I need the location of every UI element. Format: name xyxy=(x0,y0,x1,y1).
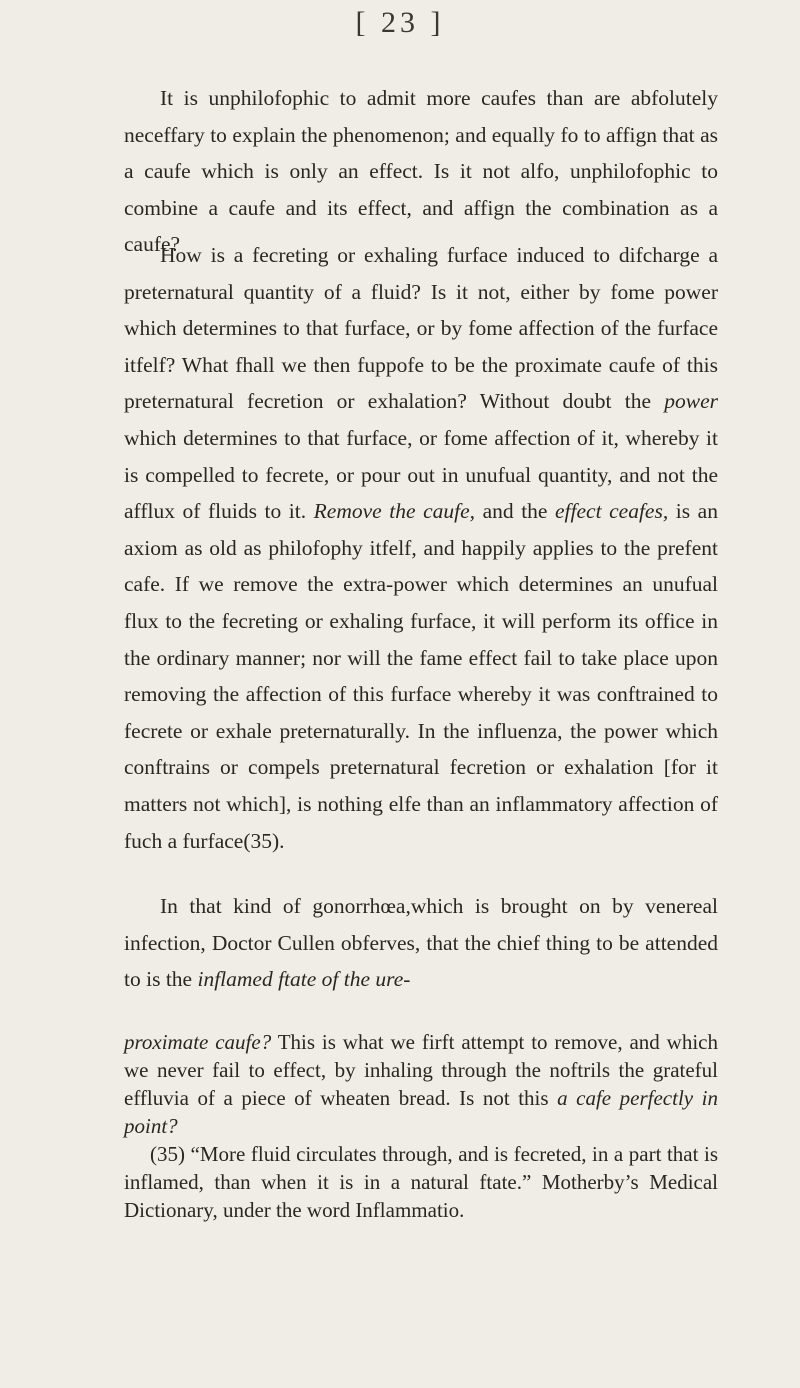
italic-inflamed-state: inflamed ftate of the ure- xyxy=(197,967,411,992)
paragraph-2 xyxy=(124,237,718,859)
continuation-text xyxy=(124,1028,718,1140)
italic-power: power xyxy=(664,389,718,414)
paragraph-3 xyxy=(124,888,718,998)
page-number: [ 23 ] xyxy=(355,6,445,39)
italic-proximate-cause: proximate caufe? xyxy=(124,1030,272,1054)
paragraph-2-segment: which determines to that furface, or fome affection of it, whereby it is compelled to fecrete, or pour out in unufual quantity, and not the afflux of fluids to it. xyxy=(124,425,718,524)
italic-effect-ceases: effect ceafes, xyxy=(555,499,669,524)
paragraph-2-segment: is an axiom as old as philofophy itfelf, and happily applies to the prefent cafe. If we remove the extra-power which determines an unufual flux to the fecreting or exhaling furface, it will perform its office in the ordinary manner; nor will the fame effect fail to take place upon removing the affection of this furface whereby it was conftrained to fecrete or exhale preternaturally. In the influenza, the power which conftrains or compels preternatural fecretion or exhalation [for it matters not which], is nothing elfe than an inflammatory affection of fuch a furface(35). xyxy=(124,499,718,853)
footnote-35: (35) “More fluid circulates through, and is fecreted, in a part that is inflamed, than when it is in a natural ftate.” Motherby’s Medical Dictionary, under the word Inflammatio. xyxy=(124,1142,718,1222)
paragraph-3-text xyxy=(124,888,718,998)
paragraph-2-segment: and the xyxy=(475,499,556,524)
paragraph-3-segment: In that kind of gonorrhœa,which is brought on by venereal infection, Doctor Cullen obferves, that the chief thing to be attended to is the xyxy=(124,894,718,992)
paragraph-1-text: It is unphilofophic to admit more caufes than are abfolutely neceffary to explain the phenomenon; and equally fo to affign that as a caufe which is only an effect. Is it not alfo, unphilofophic to combine a caufe and its effect, and affign the combination as a caufe? xyxy=(124,86,718,257)
italic-case-in-point: a cafe perfectly in point? xyxy=(124,1086,718,1138)
paragraph-1 xyxy=(124,80,718,263)
lower-section xyxy=(124,1028,718,1224)
paragraph-2-text xyxy=(124,237,718,859)
italic-remove-cause: Remove the caufe, xyxy=(313,499,476,524)
paragraph-2-segment: How is a fecreting or exhaling furface induced to difcharge a preternatural quantity of a fluid? Is it not, either by fome power which determines to that furface, or by fome affection of the furface itfelf? What fhall we then fuppofe to be the proximate caufe of this preternatural fecretion or exhalation? Without doubt the xyxy=(124,243,718,414)
continuation-segment: This is what we firft attempt to remove, and which we never fail to effect, by inhaling through the noftrils the grateful effluvia of a piece of wheaten bread. Is not this xyxy=(124,1030,718,1110)
